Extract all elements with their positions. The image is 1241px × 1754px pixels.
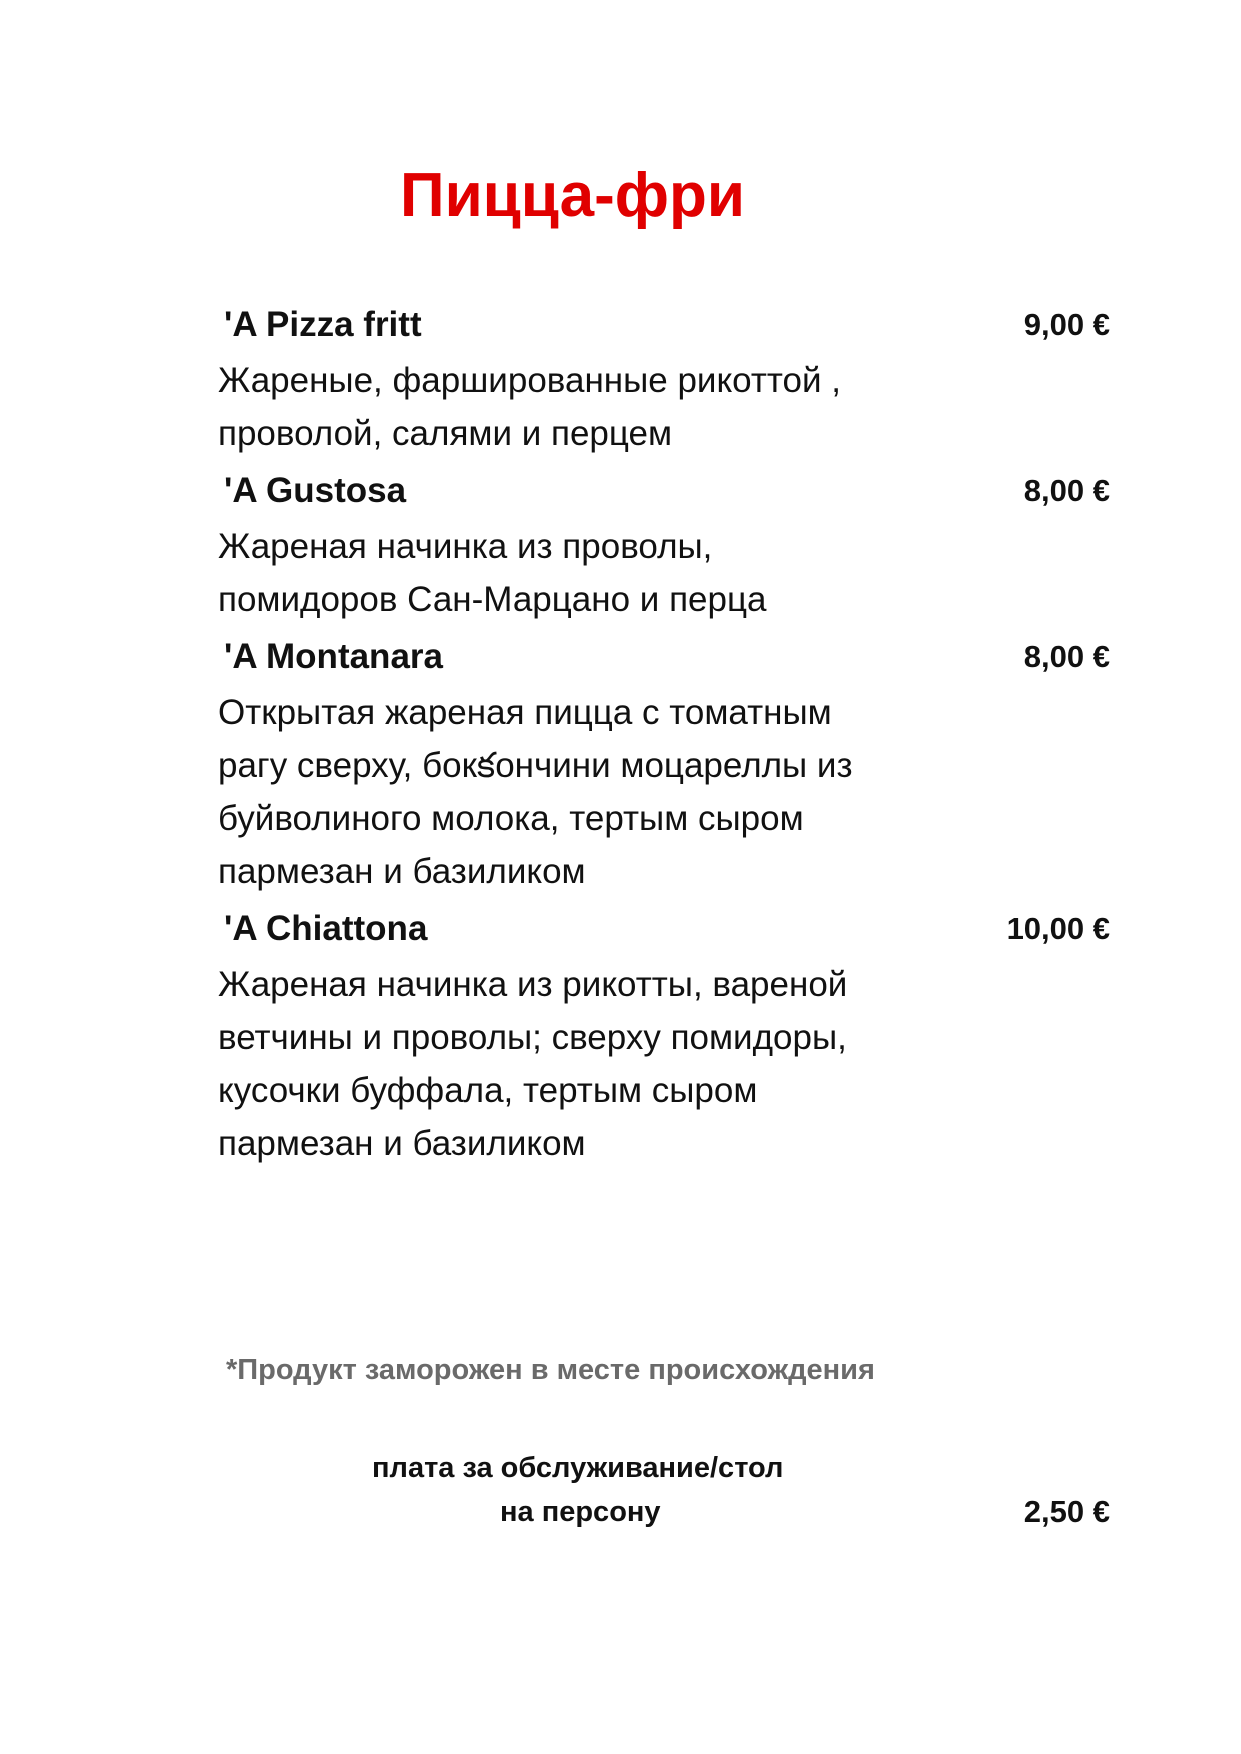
- description-line: пармезан и базиликом: [218, 1124, 586, 1163]
- menu-item-header: [218, 628, 1110, 686]
- menu-item-name: 'A Gustosa: [224, 471, 407, 510]
- service-charge-price: 2,50 €: [1023, 1494, 1110, 1529]
- description-line: помидоров Сан-Марцано и перца: [218, 580, 767, 619]
- menu-item-price: 9,00 €: [1023, 307, 1110, 342]
- page-title: Пицца-фри: [400, 161, 746, 230]
- menu-item-price: 10,00 €: [1006, 911, 1110, 946]
- menu-item-description: [218, 354, 938, 462]
- menu-item-description: [218, 520, 938, 628]
- menu-item-chiattona: [218, 900, 1110, 1172]
- menu-item-montanara: [218, 628, 1110, 900]
- service-charge-label: плата за обслуживание/стол: [372, 1452, 784, 1484]
- menu-item-price: 8,00 €: [1023, 473, 1110, 508]
- menu-item-price: 8,00 €: [1023, 639, 1110, 674]
- description-line: Жареная начинка из проволы,: [218, 527, 713, 566]
- menu-item-description: [218, 686, 938, 900]
- menu-item-name: 'A Chiattona: [224, 909, 428, 948]
- service-charge: [360, 1446, 1110, 1546]
- description-line: рагу сверху, бокకончини моцареллы из: [218, 746, 853, 785]
- description-line: Жареные, фаршированные рикоттой ,: [218, 361, 842, 400]
- description-line: буйволиного молока, тертым сыром: [218, 799, 804, 838]
- description-line: Открытая жареная пицца с томатным: [218, 693, 832, 732]
- menu-item-name: 'A Montanara: [224, 637, 443, 676]
- description-line: кусочки буффала, тертым сыром: [218, 1071, 758, 1110]
- menu-item-pizza-fritt: [218, 296, 1110, 462]
- menu-item-gustosa: [218, 462, 1110, 628]
- menu-item-header: [218, 900, 1110, 958]
- menu-list: [218, 296, 1110, 1172]
- frozen-product-note: *Продукт заморожен в месте происхождения: [226, 1354, 875, 1386]
- description-line: Жареная начинка из рикотты, вареной: [218, 965, 848, 1004]
- description-line: ветчины и проволы; сверху помидоры,: [218, 1018, 847, 1057]
- service-charge-label-per-person: на персону: [500, 1496, 661, 1528]
- menu-item-header: [218, 462, 1110, 520]
- description-line: пармезан и базиликом: [218, 852, 586, 891]
- menu-item-name: 'A Pizza fritt: [224, 305, 422, 344]
- menu-item-header: [218, 296, 1110, 354]
- menu-item-description: [218, 958, 938, 1172]
- description-line: проволой, салями и перцем: [218, 414, 673, 453]
